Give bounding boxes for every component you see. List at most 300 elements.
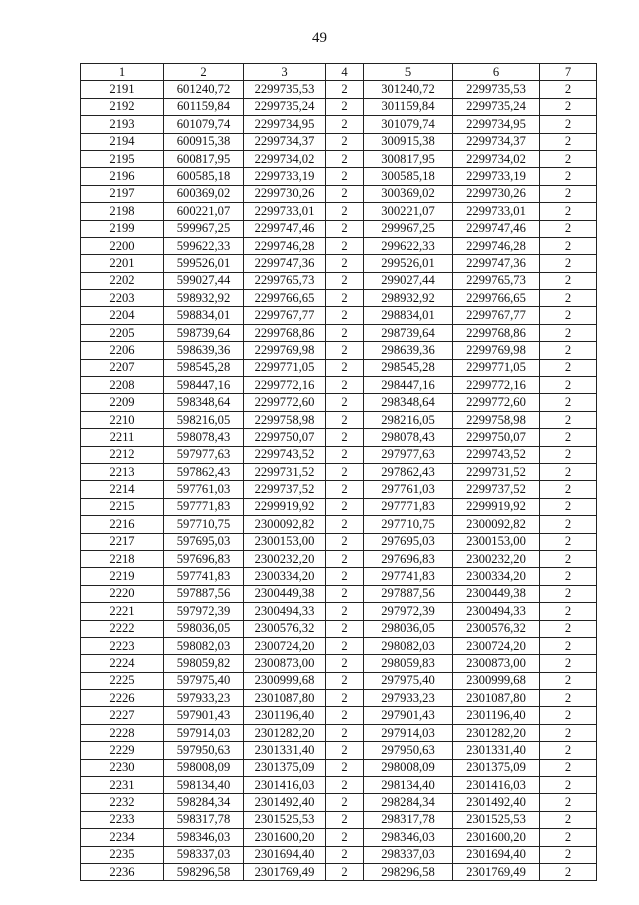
table-row: [81, 863, 597, 880]
x-coordinate-cell: 600915,38: [164, 133, 244, 150]
code-cell: 2: [326, 863, 364, 880]
code-cell: 2: [326, 811, 364, 828]
y-coordinate-cell: 2299734,95: [244, 116, 326, 133]
code-cell: 2: [326, 481, 364, 498]
x-coordinate-cell: 601079,74: [164, 116, 244, 133]
y-coordinate-cell: 2300873,00: [244, 655, 326, 672]
point-number-cell: 2216: [81, 516, 164, 533]
code-cell: 2: [326, 98, 364, 115]
y-coordinate-alt-cell: 2299772,60: [453, 394, 540, 411]
y-coordinate-cell: 2301196,40: [244, 707, 326, 724]
code-cell: 2: [326, 272, 364, 289]
x-coordinate-cell: 601159,84: [164, 98, 244, 115]
point-number-cell: 2213: [81, 463, 164, 480]
point-number-cell: 2215: [81, 498, 164, 515]
class-cell: 2: [540, 724, 597, 741]
y-coordinate-alt-cell: 2299731,52: [453, 463, 540, 480]
x-coordinate-cell: 599967,25: [164, 220, 244, 237]
table-row: [81, 185, 597, 202]
x-coordinate-cell: 598317,78: [164, 811, 244, 828]
y-coordinate-alt-cell: 2299765,73: [453, 272, 540, 289]
y-coordinate-alt-cell: 2299734,37: [453, 133, 540, 150]
y-coordinate-alt-cell: 2299730,26: [453, 185, 540, 202]
table-row: [81, 533, 597, 550]
x-coordinate-alt-cell: 298078,43: [364, 429, 453, 446]
y-coordinate-alt-cell: 2299734,02: [453, 150, 540, 167]
x-coordinate-cell: 597933,23: [164, 690, 244, 707]
code-cell: 2: [326, 533, 364, 550]
y-coordinate-cell: 2299769,98: [244, 342, 326, 359]
y-coordinate-cell: 2299735,53: [244, 81, 326, 98]
point-number-cell: 2197: [81, 185, 164, 202]
table-row: [81, 446, 597, 463]
code-cell: 2: [326, 516, 364, 533]
class-cell: 2: [540, 255, 597, 272]
class-cell: 2: [540, 690, 597, 707]
class-cell: 2: [540, 550, 597, 567]
point-number-cell: 2235: [81, 846, 164, 863]
x-coordinate-cell: 598739,64: [164, 324, 244, 341]
table-row: [81, 707, 597, 724]
y-coordinate-cell: 2300449,38: [244, 585, 326, 602]
table-row: [81, 742, 597, 759]
y-coordinate-alt-cell: 2299771,05: [453, 359, 540, 376]
table-row: [81, 759, 597, 776]
y-coordinate-alt-cell: 2299919,92: [453, 498, 540, 515]
column-header: 4: [326, 64, 364, 81]
code-cell: 2: [326, 846, 364, 863]
code-cell: 2: [326, 742, 364, 759]
x-coordinate-cell: 599526,01: [164, 255, 244, 272]
x-coordinate-alt-cell: 300221,07: [364, 203, 453, 220]
point-number-cell: 2207: [81, 359, 164, 376]
y-coordinate-cell: 2299765,73: [244, 272, 326, 289]
class-cell: 2: [540, 637, 597, 654]
x-coordinate-alt-cell: 297771,83: [364, 498, 453, 515]
point-number-cell: 2203: [81, 290, 164, 307]
class-cell: 2: [540, 290, 597, 307]
x-coordinate-alt-cell: 297741,83: [364, 568, 453, 585]
x-coordinate-alt-cell: 298739,64: [364, 324, 453, 341]
y-coordinate-cell: 2300999,68: [244, 672, 326, 689]
y-coordinate-cell: 2299772,16: [244, 377, 326, 394]
y-coordinate-alt-cell: 2300494,33: [453, 603, 540, 620]
class-cell: 2: [540, 794, 597, 811]
x-coordinate-cell: 600585,18: [164, 168, 244, 185]
x-coordinate-alt-cell: 300915,38: [364, 133, 453, 150]
x-coordinate-alt-cell: 300585,18: [364, 168, 453, 185]
x-coordinate-alt-cell: 297862,43: [364, 463, 453, 480]
point-number-cell: 2199: [81, 220, 164, 237]
y-coordinate-alt-cell: 2301525,53: [453, 811, 540, 828]
point-number-cell: 2201: [81, 255, 164, 272]
y-coordinate-cell: 2301492,40: [244, 794, 326, 811]
point-number-cell: 2210: [81, 411, 164, 428]
x-coordinate-cell: 599027,44: [164, 272, 244, 289]
class-cell: 2: [540, 411, 597, 428]
x-coordinate-cell: 597761,03: [164, 481, 244, 498]
y-coordinate-cell: 2301769,49: [244, 863, 326, 880]
table-body: [81, 81, 597, 881]
point-number-cell: 2226: [81, 690, 164, 707]
code-cell: 2: [326, 324, 364, 341]
x-coordinate-cell: 597862,43: [164, 463, 244, 480]
x-coordinate-alt-cell: 297695,03: [364, 533, 453, 550]
x-coordinate-cell: 597950,63: [164, 742, 244, 759]
table-row: [81, 81, 597, 98]
y-coordinate-alt-cell: 2300873,00: [453, 655, 540, 672]
x-coordinate-alt-cell: 297710,75: [364, 516, 453, 533]
x-coordinate-alt-cell: 297761,03: [364, 481, 453, 498]
table-row: [81, 394, 597, 411]
x-coordinate-cell: 597696,83: [164, 550, 244, 567]
point-number-cell: 2205: [81, 324, 164, 341]
point-number-cell: 2204: [81, 307, 164, 324]
column-header: 3: [244, 64, 326, 81]
x-coordinate-cell: 598008,09: [164, 759, 244, 776]
x-coordinate-alt-cell: 297887,56: [364, 585, 453, 602]
y-coordinate-cell: 2301525,53: [244, 811, 326, 828]
x-coordinate-alt-cell: 298216,05: [364, 411, 453, 428]
class-cell: 2: [540, 168, 597, 185]
class-cell: 2: [540, 203, 597, 220]
x-coordinate-alt-cell: 298348,64: [364, 394, 453, 411]
y-coordinate-cell: 2300494,33: [244, 603, 326, 620]
y-coordinate-cell: 2299737,52: [244, 481, 326, 498]
code-cell: 2: [326, 255, 364, 272]
x-coordinate-cell: 600817,95: [164, 150, 244, 167]
y-coordinate-alt-cell: 2299737,52: [453, 481, 540, 498]
code-cell: 2: [326, 690, 364, 707]
y-coordinate-alt-cell: 2301282,20: [453, 724, 540, 741]
code-cell: 2: [326, 568, 364, 585]
table-row: [81, 377, 597, 394]
class-cell: 2: [540, 81, 597, 98]
y-coordinate-alt-cell: 2299733,01: [453, 203, 540, 220]
y-coordinate-cell: 2299772,60: [244, 394, 326, 411]
y-coordinate-cell: 2301600,20: [244, 829, 326, 846]
y-coordinate-cell: 2301416,03: [244, 777, 326, 794]
class-cell: 2: [540, 116, 597, 133]
y-coordinate-cell: 2299758,98: [244, 411, 326, 428]
x-coordinate-cell: 598078,43: [164, 429, 244, 446]
class-cell: 2: [540, 481, 597, 498]
code-cell: 2: [326, 655, 364, 672]
class-cell: 2: [540, 150, 597, 167]
code-cell: 2: [326, 133, 364, 150]
x-coordinate-cell: 598059,82: [164, 655, 244, 672]
y-coordinate-alt-cell: 2299750,07: [453, 429, 540, 446]
x-coordinate-alt-cell: 298317,78: [364, 811, 453, 828]
point-number-cell: 2192: [81, 98, 164, 115]
table-row: [81, 307, 597, 324]
page-number: 49: [312, 30, 327, 46]
code-cell: 2: [326, 290, 364, 307]
point-number-cell: 2223: [81, 637, 164, 654]
point-number-cell: 2231: [81, 777, 164, 794]
table-row: [81, 672, 597, 689]
x-coordinate-alt-cell: 299622,33: [364, 237, 453, 254]
y-coordinate-alt-cell: 2299769,98: [453, 342, 540, 359]
class-cell: 2: [540, 446, 597, 463]
table-row: [81, 272, 597, 289]
class-cell: 2: [540, 185, 597, 202]
x-coordinate-cell: 598447,16: [164, 377, 244, 394]
x-coordinate-alt-cell: 298082,03: [364, 637, 453, 654]
table-row: [81, 690, 597, 707]
y-coordinate-alt-cell: 2299766,65: [453, 290, 540, 307]
table-row: [81, 220, 597, 237]
x-coordinate-alt-cell: 298545,28: [364, 359, 453, 376]
y-coordinate-cell: 2299919,92: [244, 498, 326, 515]
class-cell: 2: [540, 498, 597, 515]
x-coordinate-cell: 598346,03: [164, 829, 244, 846]
point-number-cell: 2227: [81, 707, 164, 724]
table-row: [81, 168, 597, 185]
y-coordinate-alt-cell: 2301694,40: [453, 846, 540, 863]
x-coordinate-alt-cell: 298296,58: [364, 863, 453, 880]
class-cell: 2: [540, 655, 597, 672]
table-row: [81, 724, 597, 741]
class-cell: 2: [540, 707, 597, 724]
x-coordinate-cell: 598545,28: [164, 359, 244, 376]
x-coordinate-cell: 598296,58: [164, 863, 244, 880]
table-row: [81, 290, 597, 307]
code-cell: 2: [326, 411, 364, 428]
point-number-cell: 2219: [81, 568, 164, 585]
class-cell: 2: [540, 377, 597, 394]
code-cell: 2: [326, 116, 364, 133]
point-number-cell: 2228: [81, 724, 164, 741]
code-cell: 2: [326, 463, 364, 480]
code-cell: 2: [326, 429, 364, 446]
point-number-cell: 2196: [81, 168, 164, 185]
class-cell: 2: [540, 342, 597, 359]
code-cell: 2: [326, 498, 364, 515]
class-cell: 2: [540, 672, 597, 689]
y-coordinate-cell: 2300092,82: [244, 516, 326, 533]
x-coordinate-alt-cell: 298639,36: [364, 342, 453, 359]
x-coordinate-cell: 600221,07: [164, 203, 244, 220]
table-row: [81, 550, 597, 567]
table-row: [81, 585, 597, 602]
x-coordinate-cell: 598134,40: [164, 777, 244, 794]
x-coordinate-alt-cell: 298059,83: [364, 655, 453, 672]
class-cell: 2: [540, 133, 597, 150]
code-cell: 2: [326, 829, 364, 846]
code-cell: 2: [326, 342, 364, 359]
class-cell: 2: [540, 620, 597, 637]
table-row: [81, 603, 597, 620]
table-row: [81, 150, 597, 167]
code-cell: 2: [326, 603, 364, 620]
y-coordinate-cell: 2301282,20: [244, 724, 326, 741]
x-coordinate-alt-cell: 298346,03: [364, 829, 453, 846]
point-number-cell: 2217: [81, 533, 164, 550]
table-row: [81, 116, 597, 133]
y-coordinate-alt-cell: 2299735,24: [453, 98, 540, 115]
x-coordinate-alt-cell: 297972,39: [364, 603, 453, 620]
table-row: [81, 429, 597, 446]
y-coordinate-cell: 2299771,05: [244, 359, 326, 376]
class-cell: 2: [540, 359, 597, 376]
column-header: 7: [540, 64, 597, 81]
point-number-cell: 2194: [81, 133, 164, 150]
table-row: [81, 655, 597, 672]
code-cell: 2: [326, 220, 364, 237]
y-coordinate-cell: 2299747,46: [244, 220, 326, 237]
code-cell: 2: [326, 724, 364, 741]
y-coordinate-alt-cell: 2300232,20: [453, 550, 540, 567]
x-coordinate-alt-cell: 300369,02: [364, 185, 453, 202]
y-coordinate-cell: 2301087,80: [244, 690, 326, 707]
x-coordinate-cell: 598082,03: [164, 637, 244, 654]
class-cell: 2: [540, 777, 597, 794]
table-row: [81, 342, 597, 359]
table-row: [81, 777, 597, 794]
code-cell: 2: [326, 794, 364, 811]
table-row: [81, 411, 597, 428]
y-coordinate-cell: 2299766,65: [244, 290, 326, 307]
x-coordinate-alt-cell: 298447,16: [364, 377, 453, 394]
y-coordinate-cell: 2301694,40: [244, 846, 326, 863]
code-cell: 2: [326, 585, 364, 602]
class-cell: 2: [540, 516, 597, 533]
column-header: 5: [364, 64, 453, 81]
y-coordinate-cell: 2299746,28: [244, 237, 326, 254]
point-number-cell: 2224: [81, 655, 164, 672]
x-coordinate-cell: 597695,03: [164, 533, 244, 550]
point-number-cell: 2218: [81, 550, 164, 567]
class-cell: 2: [540, 759, 597, 776]
y-coordinate-cell: 2299735,24: [244, 98, 326, 115]
y-coordinate-alt-cell: 2300153,00: [453, 533, 540, 550]
x-coordinate-alt-cell: 298134,40: [364, 777, 453, 794]
y-coordinate-cell: 2299767,77: [244, 307, 326, 324]
x-coordinate-alt-cell: 297950,63: [364, 742, 453, 759]
table-row: [81, 481, 597, 498]
y-coordinate-alt-cell: 2301331,40: [453, 742, 540, 759]
table-row: [81, 324, 597, 341]
table-row: [81, 811, 597, 828]
class-cell: 2: [540, 811, 597, 828]
x-coordinate-cell: 597972,39: [164, 603, 244, 620]
x-coordinate-alt-cell: 297901,43: [364, 707, 453, 724]
y-coordinate-cell: 2300334,20: [244, 568, 326, 585]
y-coordinate-alt-cell: 2301196,40: [453, 707, 540, 724]
y-coordinate-alt-cell: 2299734,95: [453, 116, 540, 133]
class-cell: 2: [540, 742, 597, 759]
code-cell: 2: [326, 759, 364, 776]
code-cell: 2: [326, 672, 364, 689]
code-cell: 2: [326, 185, 364, 202]
x-coordinate-cell: 598834,01: [164, 307, 244, 324]
class-cell: 2: [540, 394, 597, 411]
point-number-cell: 2236: [81, 863, 164, 880]
x-coordinate-alt-cell: 298036,05: [364, 620, 453, 637]
y-coordinate-alt-cell: 2300334,20: [453, 568, 540, 585]
point-number-cell: 2198: [81, 203, 164, 220]
point-number-cell: 2225: [81, 672, 164, 689]
y-coordinate-cell: 2300576,32: [244, 620, 326, 637]
y-coordinate-alt-cell: 2299743,52: [453, 446, 540, 463]
x-coordinate-alt-cell: 301159,84: [364, 98, 453, 115]
x-coordinate-alt-cell: 299027,44: [364, 272, 453, 289]
y-coordinate-alt-cell: 2301416,03: [453, 777, 540, 794]
x-coordinate-alt-cell: 297914,03: [364, 724, 453, 741]
y-coordinate-alt-cell: 2299746,28: [453, 237, 540, 254]
class-cell: 2: [540, 585, 597, 602]
x-coordinate-alt-cell: 297696,83: [364, 550, 453, 567]
coordinate-table: [80, 63, 597, 881]
code-cell: 2: [326, 394, 364, 411]
y-coordinate-cell: 2299734,37: [244, 133, 326, 150]
code-cell: 2: [326, 777, 364, 794]
y-coordinate-alt-cell: 2300999,68: [453, 672, 540, 689]
point-number-cell: 2220: [81, 585, 164, 602]
y-coordinate-alt-cell: 2301492,40: [453, 794, 540, 811]
table-header-row: [81, 64, 597, 81]
y-coordinate-alt-cell: 2300724,20: [453, 637, 540, 654]
table-row: [81, 516, 597, 533]
class-cell: 2: [540, 846, 597, 863]
y-coordinate-cell: 2299731,52: [244, 463, 326, 480]
x-coordinate-cell: 597710,75: [164, 516, 244, 533]
y-coordinate-cell: 2299743,52: [244, 446, 326, 463]
code-cell: 2: [326, 550, 364, 567]
code-cell: 2: [326, 168, 364, 185]
table-row: [81, 829, 597, 846]
y-coordinate-alt-cell: 2300449,38: [453, 585, 540, 602]
x-coordinate-cell: 597887,56: [164, 585, 244, 602]
code-cell: 2: [326, 203, 364, 220]
table-row: [81, 498, 597, 515]
table-row: [81, 98, 597, 115]
class-cell: 2: [540, 98, 597, 115]
code-cell: 2: [326, 446, 364, 463]
code-cell: 2: [326, 377, 364, 394]
x-coordinate-cell: 597914,03: [164, 724, 244, 741]
point-number-cell: 2221: [81, 603, 164, 620]
x-coordinate-cell: 597771,83: [164, 498, 244, 515]
y-coordinate-cell: 2300724,20: [244, 637, 326, 654]
y-coordinate-alt-cell: 2299735,53: [453, 81, 540, 98]
point-number-cell: 2193: [81, 116, 164, 133]
point-number-cell: 2200: [81, 237, 164, 254]
code-cell: 2: [326, 707, 364, 724]
table-row: [81, 359, 597, 376]
code-cell: 2: [326, 359, 364, 376]
y-coordinate-alt-cell: 2299767,77: [453, 307, 540, 324]
code-cell: 2: [326, 237, 364, 254]
x-coordinate-cell: 598932,92: [164, 290, 244, 307]
y-coordinate-alt-cell: 2301600,20: [453, 829, 540, 846]
code-cell: 2: [326, 150, 364, 167]
x-coordinate-alt-cell: 299526,01: [364, 255, 453, 272]
y-coordinate-alt-cell: 2299747,36: [453, 255, 540, 272]
point-number-cell: 2230: [81, 759, 164, 776]
x-coordinate-cell: 598284,34: [164, 794, 244, 811]
x-coordinate-cell: 598337,03: [164, 846, 244, 863]
table-row: [81, 637, 597, 654]
point-number-cell: 2206: [81, 342, 164, 359]
column-header: 2: [164, 64, 244, 81]
column-header: 1: [81, 64, 164, 81]
y-coordinate-cell: 2299733,19: [244, 168, 326, 185]
point-number-cell: 2234: [81, 829, 164, 846]
class-cell: 2: [540, 307, 597, 324]
class-cell: 2: [540, 829, 597, 846]
